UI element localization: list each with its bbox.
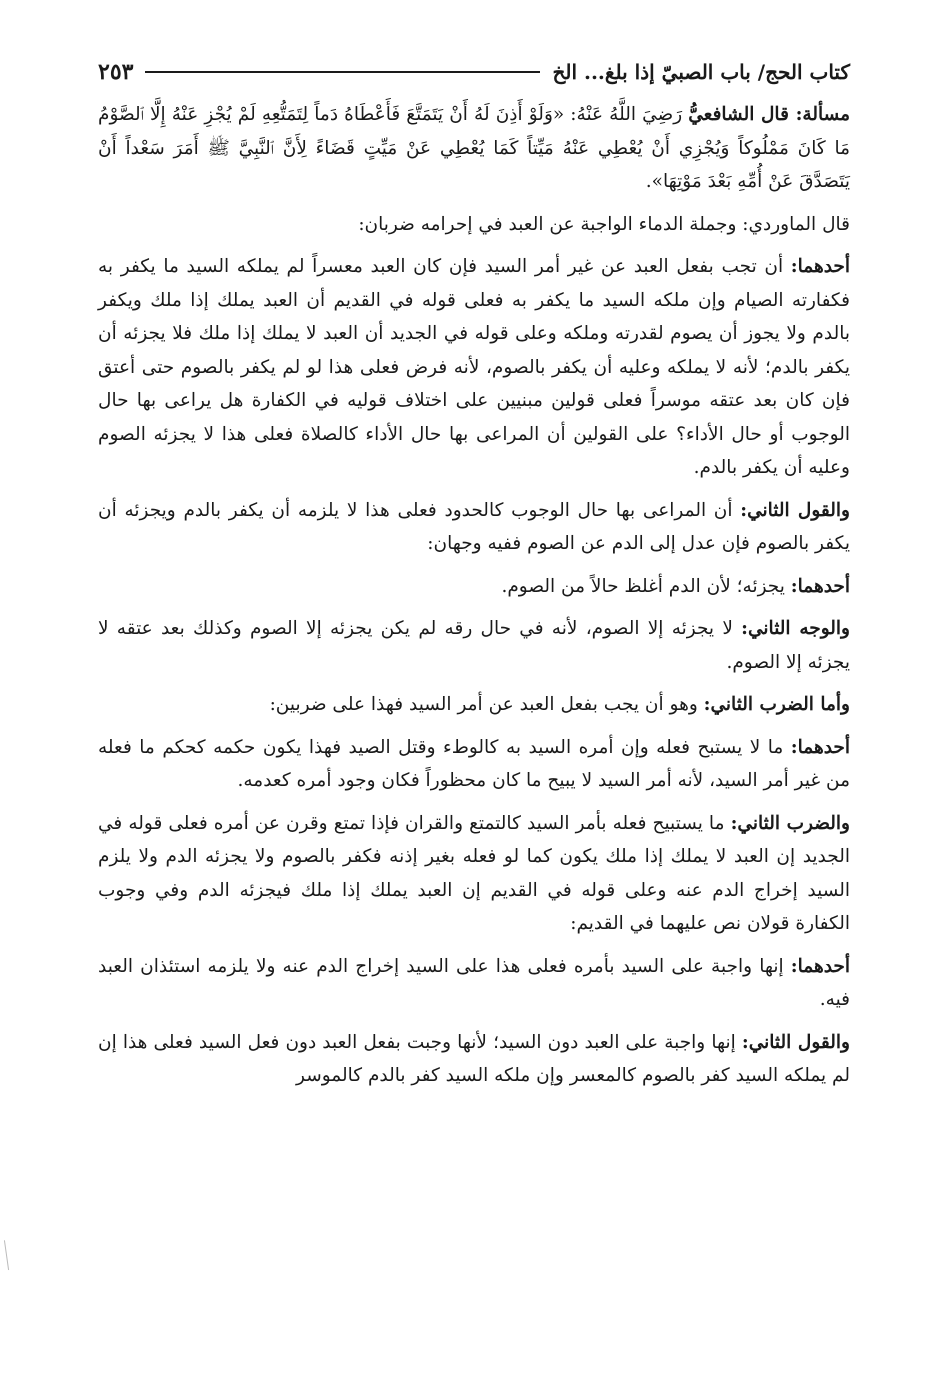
paragraph-first-aspect: [98, 570, 850, 604]
paragraph-first-subtype: [98, 731, 850, 798]
book-page: [98, 52, 850, 1336]
paragraph-lead: أحدهما:: [790, 256, 850, 277]
paragraph-second-opinion: [98, 494, 850, 561]
paragraph-second-subtype: [98, 807, 850, 941]
paragraph-first-type: [98, 250, 850, 485]
paragraph-text: وهو أن يجب بفعل العبد عن أمر السيد فهذا على ضربين:: [269, 694, 704, 715]
header-rule: [145, 71, 540, 73]
running-header: [98, 52, 850, 92]
paragraph-text: رَضِيَ اللَّهُ عَنْهُ: «وَلَوْ أَذِنَ لَهُ أَنْ يَتَمَتَّعَ فَأَعْطَاهُ دَماً لِتَمَتُّعِهِ لَمْ يُجْزِ عَنْهُ إِلَّا ٱلصَّوْمُ مَا كَانَ مَمْلُوكاً وَيُجْزِي أَنْ يُعْطِي عَنْهُ مَيِّتاً كَمَا يُعْطِي عَنْ مَيِّتٍ قَضَاءً لِأَنَّ ٱلنَّبِيَّ ﷺ أَمَرَ سَعْداً أَنْ يَتَصَدَّقَ عَنْ أُمِّهِ بَعْدَ مَوْتِهَا».: [98, 104, 850, 192]
paragraph-text: أن تجب بفعل العبد عن غير أمر السيد فإن كان العبد معسراً لم يملكه السيد ما يكفر به فكفارته الصيام وإن ملكه السيد ما يكفر به فعلى قوله في القديم أن العبد يملك إذا ملك ويكفر بالدم ولا يجوز أن يصوم لقدرته وملكه وعلى قوله في الجديد أن العبد لا يملك إذا ملك فلا يجزئه أن يكفر بالدم؛ لأنه لا يملكه وعليه أن يكفر بالصوم، لأنه فرض فعلى هذا لو لم يكفر بالصوم حتى أعتق فإن كان بعد عتقه موسراً فعلى قولين مبنيين على اختلاف قوليه في الكفارة هل يراعى بها حال الوجوب أو حال الأداء؟ على القولين أن المراعى بها حال الأداء كالصلاة فعلى هذا لا يجزئه الصوم وعليه أن يكفر بالدم.: [98, 256, 850, 478]
paragraph-lead: والقول الثاني:: [741, 1031, 850, 1053]
paragraph-lead: والقول الثاني:: [740, 499, 850, 521]
paragraph-text: إنها واجبة على السيد بأمره فعلى هذا على السيد إخراج الدم عنه ولا يلزمه استئذان العبد فيه.: [98, 955, 850, 1010]
paragraph-mas-ala: [98, 98, 850, 199]
paragraph-lead: أحدهما:: [790, 955, 850, 977]
margin-scan-mark: [4, 1240, 11, 1270]
paragraph-text: أن المراعى بها حال الوجوب كالحدود فعلى هذا لا يلزمه أن يكفر بالدم ويجزئه أن يكفر بالصوم فإن عدل إلى الدم عن الصوم ففيه وجهان:: [98, 499, 850, 554]
paragraph-lead: مسألة: قال الشافعيُّ: [688, 104, 851, 125]
paragraph-text: ما لا يستبح فعله وإن أمره السيد به كالوطء وقتل الصيد فهذا يكون حكمه كحكم ما فعله من غير أمر السيد، لأنه أمر السيد لا يبيح ما كان محظوراً فكان وجود أمره كعدمه.: [98, 736, 850, 791]
paragraph-lead: والوجه الثاني:: [741, 618, 850, 639]
paragraph-lead: والضرب الثاني:: [730, 812, 850, 834]
paragraph-second-type: [98, 688, 850, 722]
paragraph-mawardi: [98, 208, 850, 242]
paragraph-text: ما يستبيح فعله بأمر السيد كالتمتع والقران فإذا تمتع وقرن عن أمره فعلى قوله في الجديد إن العبد لا يملك إذا ملك يكون كما لو فعله بغير إذنه فكفر بالصوم ولا يجزئه الدم ولا يلزم السيد إخراج الدم عنه وعلى قوله في القديم إن العبد يملك إذا ملك فيجزئه الدم وفي وجوب الكفارة قولان نص عليهما في القديم:: [98, 812, 850, 934]
paragraph-first-statement: [98, 950, 850, 1017]
chapter-title: كتاب الحج/ باب الصبيّ إذا بلغ... الخ: [552, 60, 850, 84]
paragraph-text: إنها واجبة على العبد دون السيد؛ لأنها وجبت بفعل العبد دون فعل السيد فعلى هذا إن لم يملكه السيد كفر بالصوم كالمعسر وإن ملكه السيد كفر بالدم كالموسر: [98, 1031, 850, 1086]
paragraph-text: لا يجزئه إلا الصوم، لأنه في حال رقه لم يكن يجزئه إلا الصوم وكذلك بعد عتقه لا يجزئه إلا الصوم.: [98, 618, 850, 673]
paragraph-second-aspect: [98, 612, 850, 679]
paragraph-second-statement: [98, 1026, 850, 1093]
paragraph-text: يجزئه؛ لأن الدم أغلظ حالاً من الصوم.: [501, 575, 791, 597]
paragraph-text: قال الماوردي: وجملة الدماء الواجبة عن العبد في إحرامه ضربان:: [358, 213, 850, 235]
paragraph-lead: أحدهما:: [790, 736, 850, 758]
body-text: [98, 98, 850, 1093]
paragraph-lead: أحدهما:: [790, 575, 850, 597]
paragraph-lead: وأما الضرب الثاني:: [703, 694, 850, 715]
page-number: ٢٥٣: [98, 59, 134, 85]
